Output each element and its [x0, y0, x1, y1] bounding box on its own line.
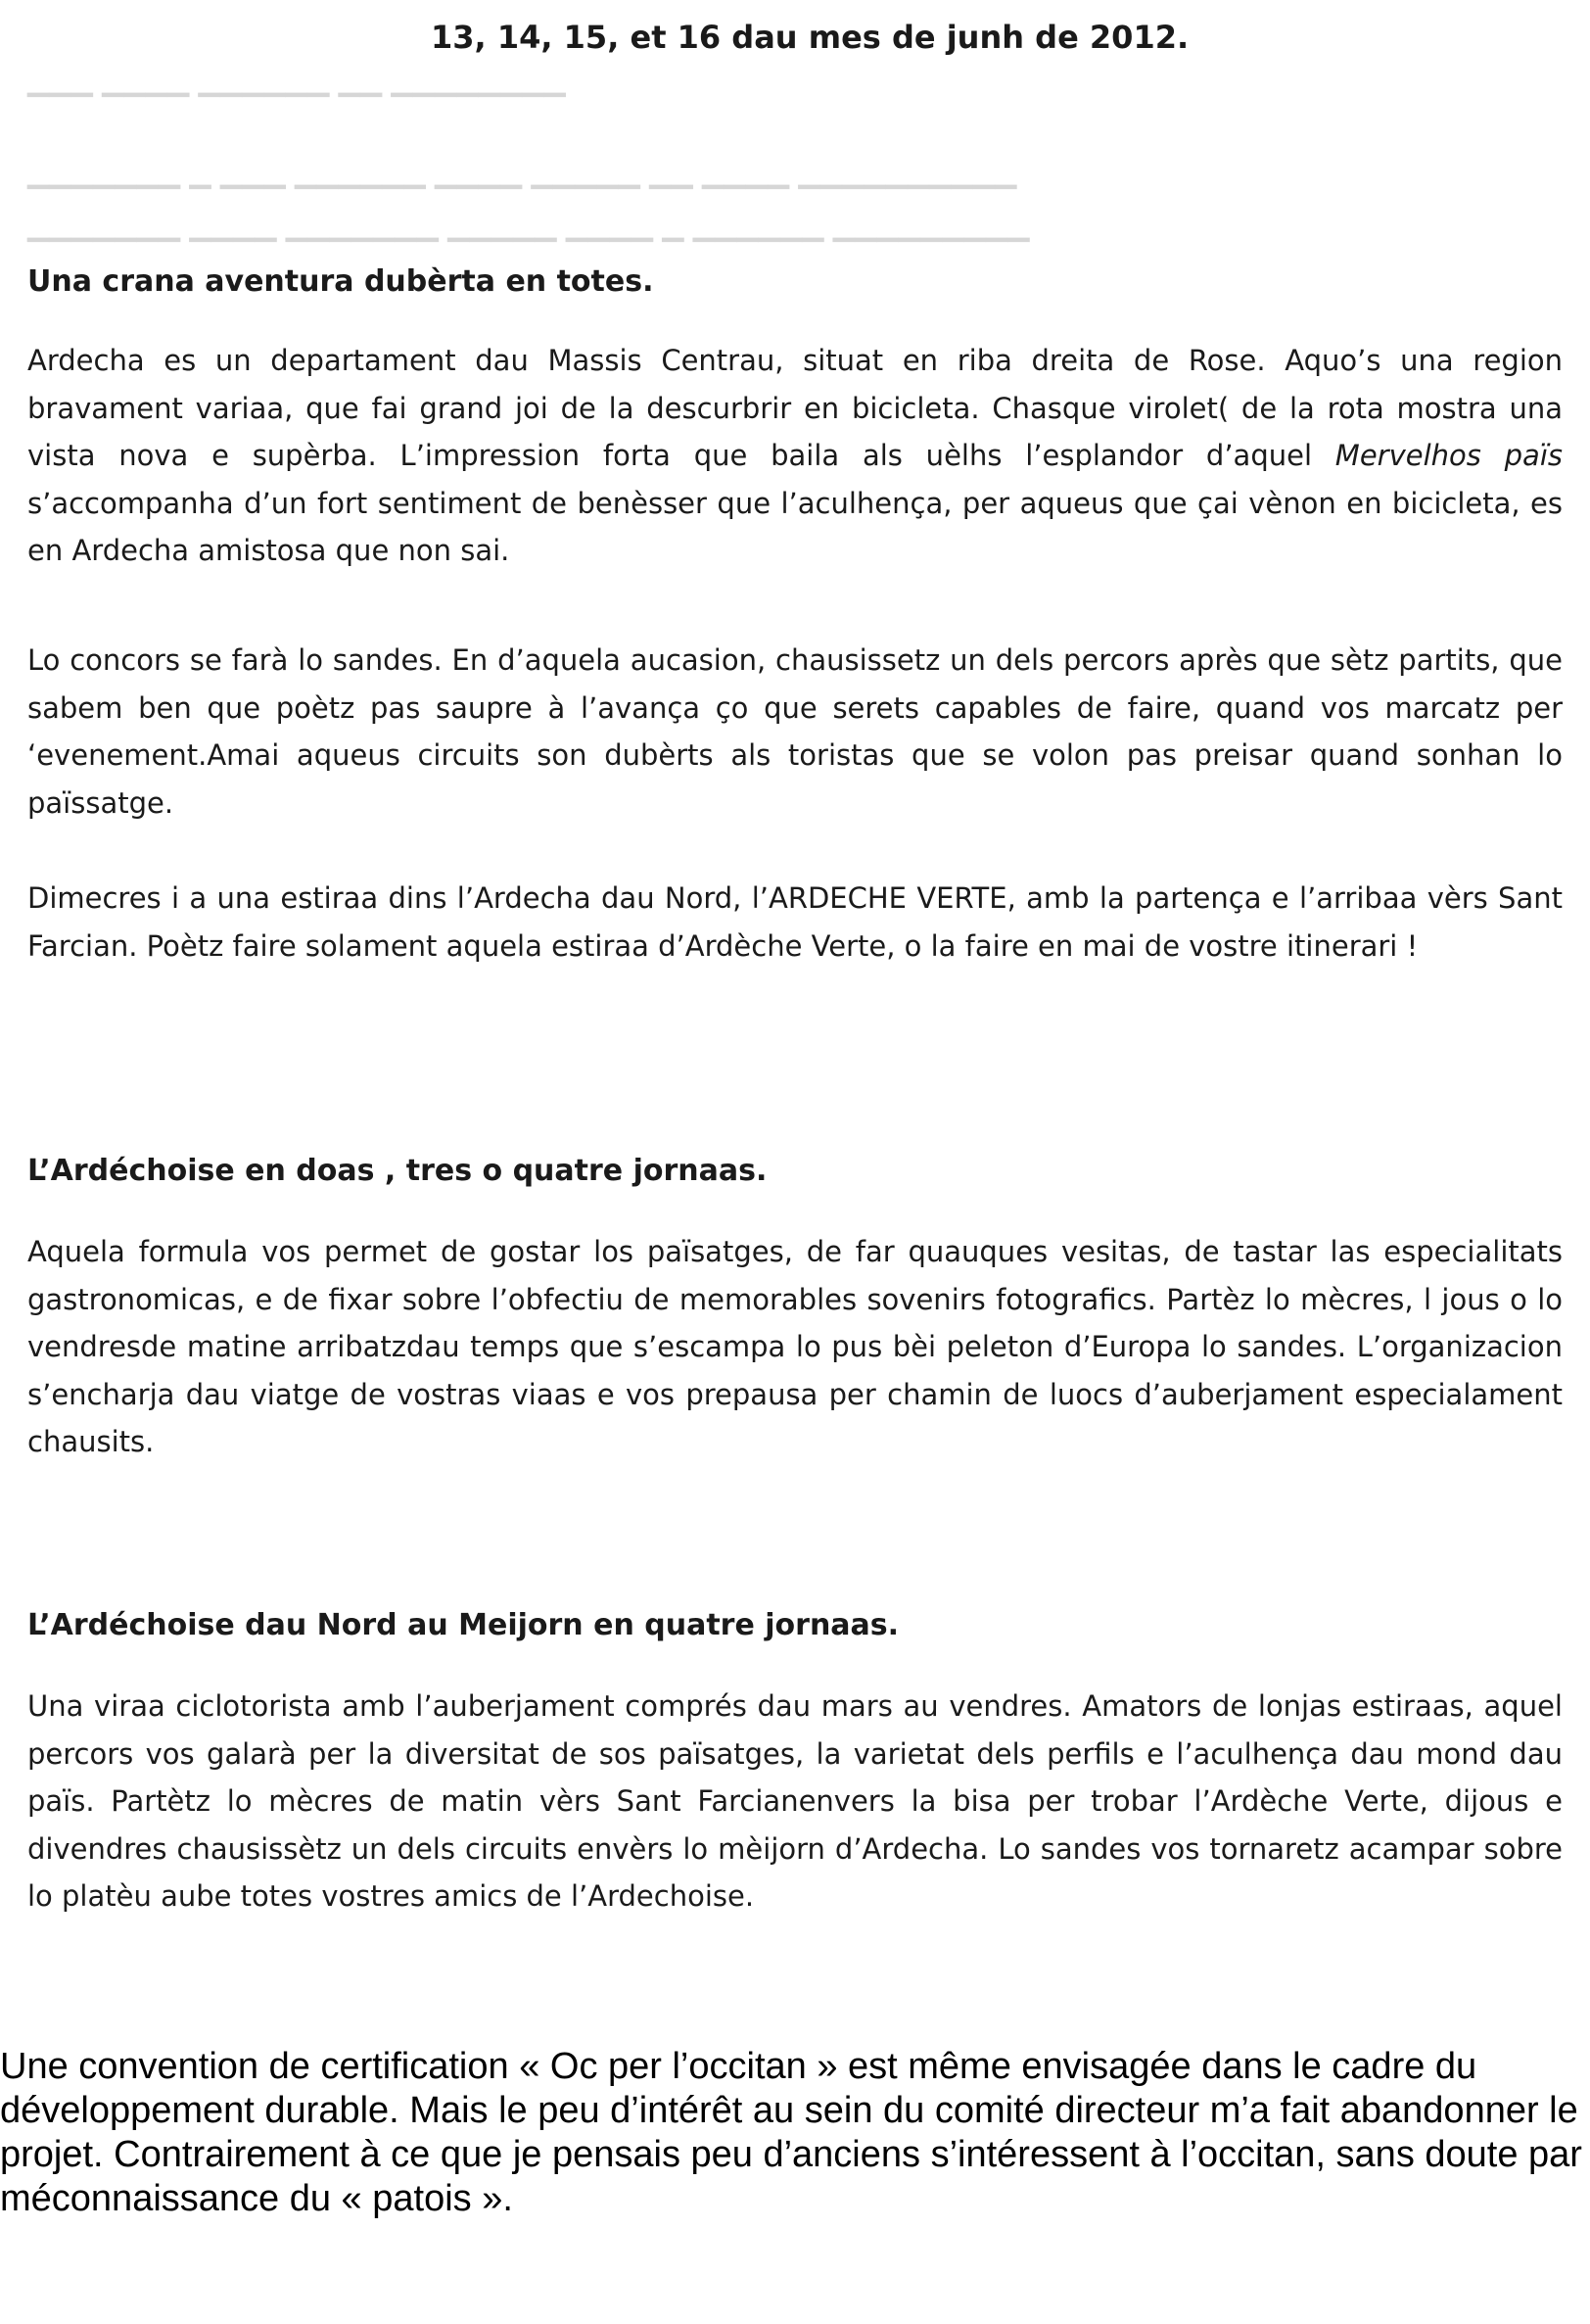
- section-heading: Una crana aventura dubèrta en totes.: [27, 264, 654, 299]
- paragraph-text: s’accompanha d’un fort sentiment de benèsser que l’aculhença, per aqueus que çai vènon en bicicleta, es en Ardecha amistosa que non sai.: [27, 486, 1563, 568]
- bleed-through-texture: ▁▁▁▁▁▁▁ ▁ ▁▁▁ ▁▁▁▁▁▁ ▁▁▁▁ ▁▁▁▁▁ ▁▁ ▁▁▁▁ ▁▁▁▁▁▁▁▁▁▁: [27, 156, 1017, 189]
- bleed-through-texture: ▁▁▁▁▁▁▁ ▁▁▁▁ ▁▁▁▁▁▁▁ ▁▁▁▁▁ ▁▁▁▁ ▁ ▁▁▁▁▁▁ ▁▁▁▁▁▁▁▁▁: [27, 209, 1030, 242]
- section-paragraph: Lo concors se farà lo sandes. En d’aquela aucasion, chausissetz un dels percors après que sètz partits, que sabem ben que poètz pas saupre à l’avança ço que serets capables de faire, quand vos marcatz per ‘evenement.Amai aqueus circuits son dubèrts als toristas que se volon pas preisar quand sonhan lo païssatge.: [27, 643, 1563, 820]
- bleed-through-texture: ▁▁▁ ▁▁▁▁ ▁▁▁▁▁▁ ▁▁ ▁▁▁▁▁▁▁▁: [27, 64, 566, 97]
- section-paragraph: [27, 337, 1563, 575]
- paragraph-text: Ardecha es un departament dau Massis Centrau, situat en riba dreita de Rose. Aquo’s una region bravament variaa, que fai grand joi de la descurbrir en bicicleta. Chasque virolet( de la rota mostra una vista nova e supèrba. L’impression forta que baila als uèlhs l’esplandor d’aquel: [27, 344, 1563, 473]
- section-heading: L’Ardéchoise dau Nord au Meijorn en quatre jornaas.: [27, 1608, 900, 1642]
- section-heading: L’Ardéchoise en doas , tres o quatre jornaas.: [27, 1154, 768, 1188]
- section-paragraph: Una viraa ciclotorista amb l’auberjament comprés dau mars au vendres. Amators de lonjas estiraas, aquel percors vos galarà per la diversitat de sos païsatges, la varietat dels perfils e l’aculhença dau mond dau païs. Partètz lo mècres de matin vèrs Sant Farcianenvers la bisa per trobar l’Ardèche Verte, dijous e divendres chausissètz un dels circuits envèrs lo mèijorn d’Ardecha. Lo sandes vos tornaretz acampar sobre lo platèu aube totes vostres amics de l’Ardechoise.: [27, 1689, 1563, 1914]
- french-commentary: Une convention de certification « Oc per l’occitan » est même envisagée dans le cadre du développement durable. Mais le peu d’intérêt au sein du comité directeur m’a fait abandonner le projet. Contrairement à ce que je pensais peu d’anciens s’intéressent à l’occitan, sans doute par méconnaissance du « patois ».: [0, 2046, 1582, 2219]
- event-date-title: 13, 14, 15, et 16 dau mes de junh de 2012.: [431, 19, 1190, 56]
- italic-phrase: Mervelhos païs: [1334, 439, 1563, 473]
- section-paragraph: Aquela formula vos permet de gostar los païsatges, de far quauques vesitas, de tastar las especialitats gastronomicas, e de fixar sobre l’obfectiu de memorables sovenirs fotografics. Partèz lo mècres, l jous o lo vendresde matine arribatzdau temps que s’escampa lo pus bèi peleton d’Europa lo sandes. L’organizacion s’encharja dau viatge de vostras viaas e vos prepausa per chamin de luocs d’auberjament especialament chausits.: [27, 1235, 1563, 1459]
- section-paragraph: Dimecres i a una estiraa dins l’Ardecha dau Nord, l’ARDECHE VERTE, amb la partença e l’arribaa vèrs Sant Farcian. Poètz faire solament aquela estiraa d’Ardèche Verte, o la faire en mai de vostre itinerari !: [27, 881, 1563, 963]
